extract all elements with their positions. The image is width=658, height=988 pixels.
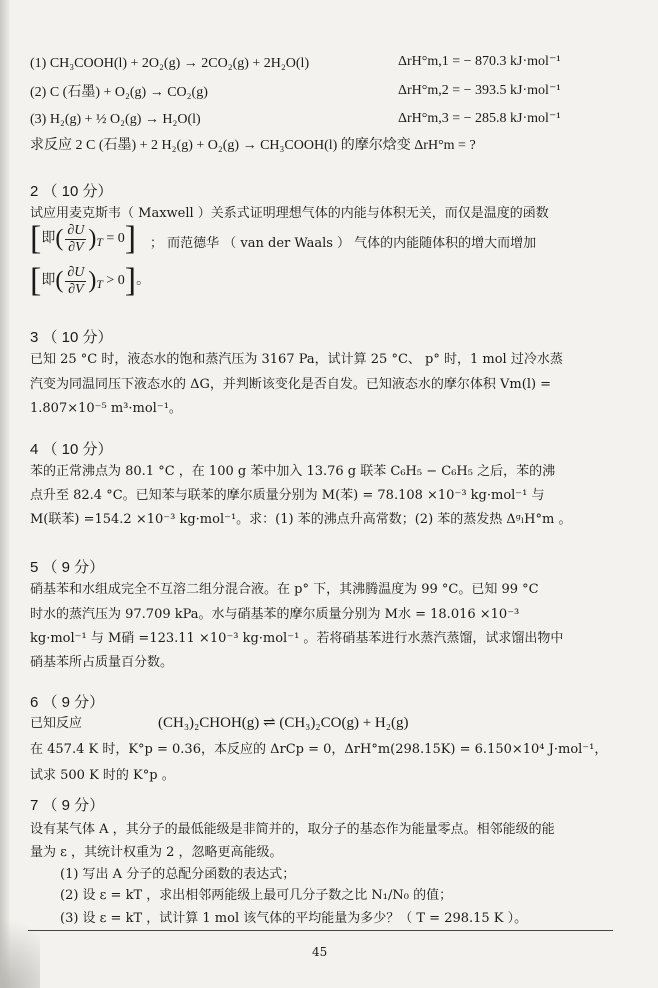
q7-line-2: 量为 ε ，其统计权重为 2 ，忽略更高能级。	[30, 845, 283, 860]
footer-rule	[28, 930, 613, 931]
q2-eq2-end: 。	[136, 273, 151, 289]
q4-heading: 4 （ 10 分）	[30, 441, 113, 458]
q4-line-2: 点升至 82.4 °C。已知苯与联苯的摩尔质量分别为 M(苯) = 78.108 ×10⁻³ kg·mol⁻¹ 与	[30, 488, 545, 503]
q6-line-3: 试求 500 K 时的 K°p 。	[30, 768, 175, 783]
q3-line-2: 汽变为同温同压下液态水的 ΔG，并判断该变化是否自发。已知液态水的摩尔体积 Vm(l) =	[30, 377, 552, 392]
q2-eq1-denominator: ∂V	[68, 239, 84, 255]
page-number: 45	[312, 945, 328, 959]
q7-sub-2: (2) 设 ε = kT ，求出相邻两能级上最可几分子数之比 N₁/N₀ 的值；	[60, 888, 453, 903]
q4-line-1: 苯的正常沸点为 80.1 °C ，在 100 g 苯中加入 13.76 g 联苯 C₆H₅ − C₆H₅ 之后，苯的沸	[30, 464, 556, 479]
q1-reaction-1-enthalpy: ΔrH°m,1 = − 870.3 kJ·mol⁻¹	[398, 54, 561, 69]
q7-sub-3: (3) 设 ε = kT ，试计算 1 mol 该气体的平均能量为多少？（ T = 298.15 K ）。	[60, 911, 528, 926]
q2-equation-2: [即( $\frac{\partial U}{\partial V}$ )$_T > 0$]。	[30, 262, 151, 299]
q2-eq1-prefix: 即	[41, 231, 56, 247]
q2-eq1-subscript: T	[96, 236, 103, 250]
q5-line-1: 硝基苯和水组成完全不互溶二组分混合液。在 p° 下，其沸腾温度为 99 °C。已知 99 °C	[30, 582, 539, 597]
q2-eq1-numerator: ∂U	[67, 222, 85, 238]
q2-eq2-subscript: T	[96, 278, 103, 292]
q7-line-1: 设有某气体 A ，其分子的最低能级是非简并的，取分子的基态作为能量零点。相邻能级的能	[30, 822, 555, 837]
q2-eq2-denominator: ∂V	[68, 281, 84, 297]
q6-heading: 6 （ 9 分）	[30, 694, 105, 711]
q2-text-2: ； 而范德华 （ van der Waals ） 气体的内能随体积的增大而增加	[150, 236, 537, 251]
q2-eq1-relation: = 0	[106, 231, 125, 247]
scan-shadow-left	[0, 0, 10, 988]
q7-sub-1: (1) 写出 A 分子的总配分函数的表达式；	[60, 867, 296, 882]
q3-line-3: 1.807×10⁻⁵ m³·mol⁻¹。	[30, 401, 182, 416]
q4-line-3: M(联苯) =154.2 ×10⁻³ kg·mol⁻¹。求：(1) 苯的沸点升高常数；(2) 苯的蒸发热 ΔᵍₗH°m 。	[30, 512, 572, 527]
q6-reaction: (CH₃)₂CHOH(g) ⇌ (CH₃)₂CO(g) + H₂(g)	[158, 715, 409, 731]
q1-reaction-3-enthalpy: ΔrH°m,3 = − 285.8 kJ·mol⁻¹	[398, 111, 561, 126]
q3-heading: 3 （ 10 分）	[30, 329, 113, 346]
q5-line-4: 硝基苯所占质量百分数。	[30, 655, 174, 670]
q2-eq2-numerator: ∂U	[67, 264, 85, 280]
q2-equation-1: [即( $\frac{\partial U}{\partial V}$ )$_T = 0$]	[30, 220, 137, 257]
q6-line-2: 在 457.4 K 时，K°p = 0.36，本反应的 ΔrCp = 0，ΔrH°m(298.15K) = 6.150×10⁴ J·mol⁻¹，	[30, 742, 608, 757]
q1-reaction-1: (1) CH₃COOH(l) + 2O₂(g) → 2CO₂(g) + 2H₂O(l)	[30, 56, 310, 71]
q5-line-2: 时水的蒸汽压为 97.709 kPa。水与硝基苯的摩尔质量分别为 M水 = 18.016 ×10⁻³	[30, 607, 520, 622]
q2-eq2-prefix: 即	[41, 273, 56, 289]
q7-heading: 7 （ 9 分）	[30, 797, 105, 814]
q1-reaction-3: (3) H₂(g) + ½ O₂(g) → H₂O(l)	[30, 112, 201, 127]
q1-reaction-2-enthalpy: ΔrH°m,2 = − 393.5 kJ·mol⁻¹	[398, 83, 561, 98]
q5-heading: 5 （ 9 分）	[30, 559, 105, 576]
q5-line-3: kg·mol⁻¹ 与 M硝 =123.11 ×10⁻³ kg·mol⁻¹ 。若将硝基苯进行水蒸汽蒸馏，试求馏出物中	[30, 631, 564, 646]
q1-question: 求反应 2 C (石墨) + 2 H₂(g) + O₂(g) → CH₃COOH(l) 的摩尔焓变 ΔrH°m = ?	[30, 138, 476, 153]
q6-label: 已知反应	[30, 716, 83, 731]
q2-text-1: 试应用麦克斯韦（ Maxwell ）关系式证明理想气体的内能与体积无关，而仅是温度的函数	[30, 206, 549, 221]
q2-eq2-relation: > 0	[106, 273, 125, 289]
q1-reaction-2: (2) C (石墨) + O₂(g) → CO₂(g)	[30, 85, 208, 100]
q2-heading: 2 （ 10 分）	[30, 183, 113, 200]
scan-shadow-corner	[0, 898, 40, 988]
q3-line-1: 已知 25 °C 时，液态水的饱和蒸汽压为 3167 Pa，试计算 25 °C、 p° 时，1 mol 过冷水蒸	[30, 352, 563, 367]
